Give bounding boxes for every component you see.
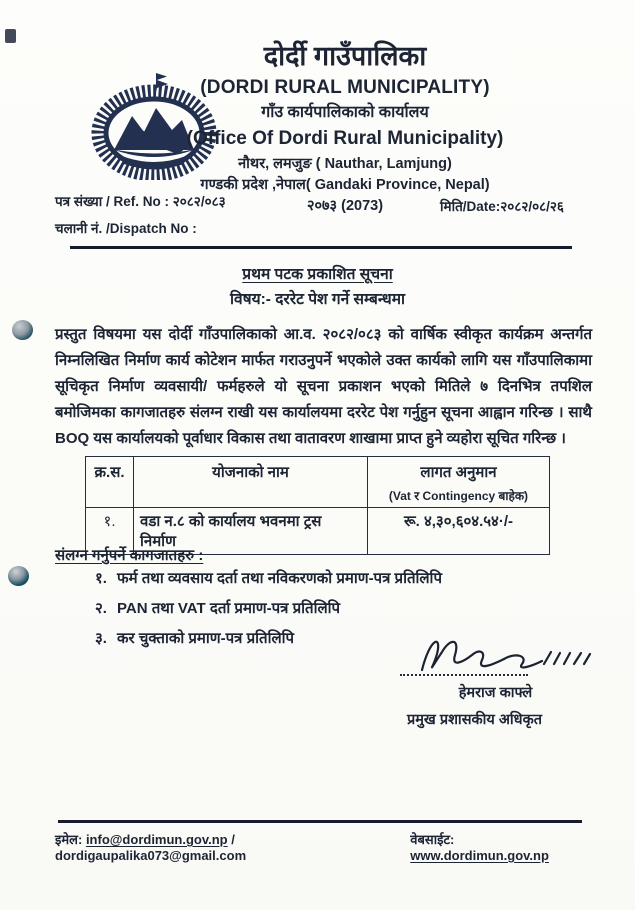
email-label: इमेल: bbox=[55, 832, 83, 847]
table-header-row bbox=[86, 457, 550, 508]
cell-cost-estimate: रू. ४,३०,६०४.५४·/- bbox=[368, 508, 550, 555]
col-header-plan-name: योजनाको नाम bbox=[134, 457, 368, 508]
date-label: मिति/Date: bbox=[440, 199, 501, 214]
scan-hole-artifact bbox=[8, 566, 29, 586]
scan-corner-mark bbox=[5, 29, 16, 43]
ref-no-value: २०८२/०८३ bbox=[172, 194, 226, 209]
header-divider-rule bbox=[70, 246, 572, 249]
address-line-2: गण्डकी प्रदेश ,नेपाल( Gandaki Province, Nepal) bbox=[200, 177, 490, 193]
municipality-title-nepali: दोर्दी गाउँपालिका bbox=[263, 41, 427, 71]
date-value: २०८२/०८/२६ bbox=[500, 199, 564, 214]
footer-divider-rule bbox=[58, 820, 582, 823]
ref-dispatch-block bbox=[55, 192, 226, 246]
footer-email: इमेल: info@dordimun.gov.np / dordigaupalika073@gmail.com bbox=[55, 832, 247, 863]
col-header-cost-estimate: लागत अनुमान (Vat र Contingency बाहेक) bbox=[368, 457, 550, 508]
footer-website bbox=[410, 830, 587, 863]
scan-hole-artifact bbox=[12, 320, 33, 340]
col-header-serial: क्र.स. bbox=[86, 457, 134, 508]
cost-estimate-subnote: (Vat र Contingency बाहेक) bbox=[388, 489, 529, 503]
date-block bbox=[440, 197, 564, 215]
letterhead bbox=[130, 38, 560, 217]
ref-no-label: पत्र संख्या / Ref. No : bbox=[55, 194, 169, 209]
website-label: वेबसाईट: bbox=[410, 832, 455, 847]
signature-dotted-line bbox=[400, 674, 528, 676]
notice-body-paragraph: प्रस्तुत विषयमा यस दोर्दी गाँउपालिकाको आ.व. २०८२/०८३ को वार्षिक स्वीकृत कार्यक्रम अन्तर्गत निम्नलिखित निर्माण कार्य कोटेशन मार्फत गराउनुपर्ने भएकोले उक्त कार्यको लागि यस गाँउपालिकामा सूचिकृत निर्माण व्यवसायी/ फर्महरुले यो सूचना प्रकाशन भएको मितिले ७ दिनभित्र तपशिल बमोजिमका कागजातहरु संलग्न राखी यस कार्यालयमा दररेट पेश गर्नुहुन सूचना आह्वान गरिन्छ । साथै BOQ यस कार्यालयको पूर्वाधार विकास तथा वातावरण शाखामा प्राप्त हुने व्यहोरा सूचित गरिन्छ । bbox=[55, 326, 592, 447]
email-link-primary[interactable]: info@dordimun.gov.np bbox=[85, 832, 228, 847]
municipality-title-english: (DORDI RURAL MUNICIPALITY) bbox=[200, 77, 490, 98]
cell-serial: १. bbox=[86, 508, 134, 555]
list-item: १. फर्म तथा व्यवसाय दर्ता तथा नविकरणको प्रमाण-पत्र प्रतिलिपि bbox=[95, 570, 442, 587]
address-line-1: नौथर, लमजुङ ( Nauthar, Lamjung) bbox=[238, 156, 452, 172]
email-link-secondary: dordigaupalika073@gmail.com bbox=[55, 848, 247, 863]
attachments-heading: संलग्न गर्नुपर्ने कागजातहरु : bbox=[55, 547, 204, 564]
notice-subject: विषय:- दररेट पेश गर्ने सम्बन्धमा bbox=[229, 291, 405, 308]
office-subtitle-nepali: गाँउ कार्यपालिकाको कार्यालय bbox=[261, 104, 429, 121]
footer-contact-row bbox=[55, 830, 587, 863]
list-item: ३. कर चुक्ताको प्रमाण-पत्र प्रतिलिपि bbox=[95, 630, 295, 647]
signatory-name: हेमराज काफ्ले bbox=[458, 685, 533, 701]
establishment-year: २०७३ (2073) bbox=[306, 198, 384, 214]
signature-block bbox=[378, 630, 613, 729]
dispatch-no-label: चलानी नं. /Dispatch No : bbox=[55, 221, 197, 236]
list-item: २. PAN तथा VAT दर्ता प्रमाण-पत्र प्रतिलिपि bbox=[95, 600, 341, 617]
website-link[interactable]: www.dordimun.gov.np bbox=[410, 848, 549, 863]
plan-cost-table bbox=[85, 456, 550, 555]
signatory-designation: प्रमुख प्रशासकीय अधिकृत bbox=[407, 712, 542, 728]
notice-heading: प्रथम पटक प्रकाशित सूचना bbox=[242, 266, 393, 283]
cell-plan-name: वडा न.८ को कार्यालय भवनमा ट्रस निर्माण bbox=[134, 508, 368, 555]
office-subtitle-english: (Office Of Dordi Rural Municipality) bbox=[186, 128, 504, 149]
